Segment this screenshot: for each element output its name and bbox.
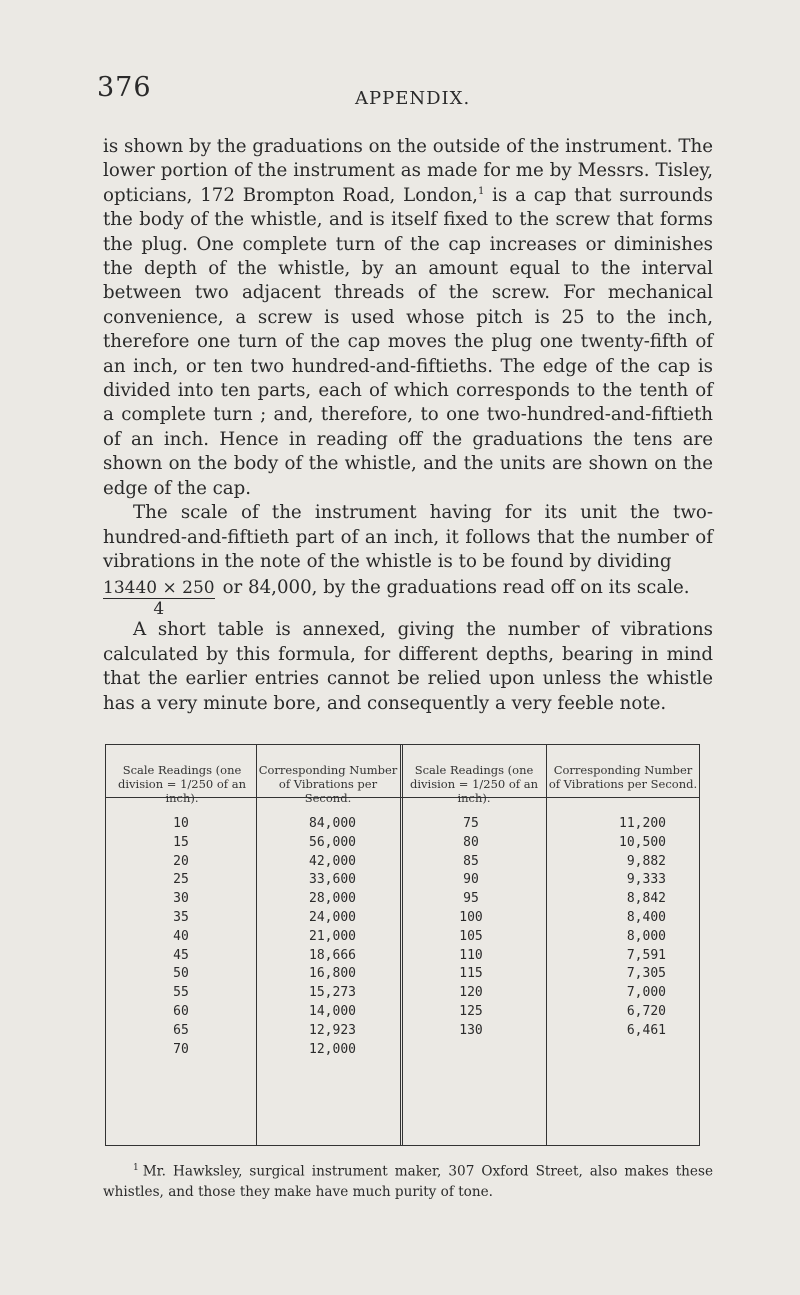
table-cell: 24,000 — [309, 909, 356, 925]
table-cell: 85 — [463, 853, 479, 869]
vibrations-table — [105, 744, 700, 1146]
footnote-reference: 1 — [477, 185, 485, 197]
table-cell: 84,000 — [309, 816, 356, 831]
table-cell: 8,400 — [626, 909, 666, 925]
paragraph-1-text: is shown by the graduations on the outside of the instrument. The lower portion of the instrument as made for me by Messrs. Tisley, opticians, 172 Brompton Road, London, — [103, 136, 713, 206]
table-cell: 7,591 — [626, 947, 666, 963]
table-cell: 115 — [459, 966, 483, 982]
table-cell: 28,000 — [309, 891, 356, 907]
table-cell: 12,000 — [309, 1041, 356, 1057]
table-cell: 21,000 — [309, 928, 356, 944]
table-cell: 18,666 — [309, 947, 356, 963]
table-cell: 105 — [459, 928, 483, 944]
formula-denominator: 4 — [103, 598, 215, 618]
column-scale-readings-2 — [436, 815, 506, 1041]
footnote — [103, 1158, 713, 1202]
table-cell: 9,333 — [626, 872, 666, 888]
table-cell: 56,000 — [309, 834, 356, 850]
table-cell: 6,720 — [626, 1003, 666, 1019]
page-number: 376 — [97, 72, 152, 103]
header-scale-readings-2: Scale Readings (one division = 1/250 of an inch). — [410, 763, 538, 805]
table-cell: 50 — [173, 966, 189, 982]
table-cell: 45 — [173, 947, 189, 963]
table-cell: 8,000 — [626, 928, 666, 944]
table-cell: 15,273 — [309, 985, 356, 1001]
formula-line — [103, 576, 713, 618]
table-cell: 15 — [173, 834, 189, 850]
table-cell: 10,500 — [619, 834, 666, 850]
table-cell: 125 — [459, 1003, 483, 1019]
paragraph-2: The scale of the instrument having for its unit the two-hundred-and-fiftieth part of an inch, it follows that the number of vibrations in the note of the whistle is to be found by dividing — [103, 502, 713, 572]
table-cell: 100 — [459, 909, 483, 925]
table-cell: 16,800 — [309, 966, 356, 982]
table-cell: 9,882 — [626, 853, 666, 869]
header-scale-readings-1: Scale Readings (one division = 1/250 of an inch). — [118, 763, 246, 805]
table-cell: 42,000 — [309, 853, 356, 869]
paragraph-3: A short table is annexed, giving the number of vibrations calculated by this formula, for different depths, bearing in mind that the earlier entries cannot be relied upon unless the whistle has a very minute bore, and consequently a very feeble note. — [103, 619, 713, 714]
header-vibrations-2: Corresponding Number of Vibrations per Second. — [548, 763, 698, 791]
table-cell: 10 — [173, 816, 189, 831]
table-cell: 25 — [173, 872, 189, 888]
table-cell: 12,923 — [309, 1022, 356, 1038]
column-divider — [546, 745, 547, 1145]
table-cell: 95 — [463, 891, 479, 907]
formula-numerator: 13440 × 250 — [103, 578, 215, 599]
table-cell: 20 — [173, 853, 189, 869]
paragraph-1 — [103, 135, 713, 501]
table-cell: 80 — [463, 834, 479, 850]
running-head: APPENDIX. — [355, 88, 471, 109]
formula-rest: or 84,000, by the graduations read off on its scale. — [222, 577, 690, 599]
table-cell: 7,000 — [626, 985, 666, 1001]
body-text — [103, 135, 713, 716]
table-cell: 120 — [459, 985, 483, 1001]
footnote-text: Mr. Hawksley, surgical instrument maker, 307 Oxford Street, also makes these whistles, and those they make have much purity of tone. — [103, 1163, 713, 1200]
table-cell: 90 — [463, 872, 479, 888]
table-cell: 60 — [173, 1003, 189, 1019]
paragraph-1-rest: is a cap that surrounds the body of the whistle, and is itself fixed to the screw that forms the plug. One complete turn of the cap increases or diminishes the depth of the whistle, by an amount equal to the interval between two adjacent threads of the screw. For mechanical convenience, a screw is used whose pitch is 25 to the inch, therefore one turn of the cap moves the plug one twenty-fifth of an inch, or ten two hundred-and-fiftieths. The edge of the cap is divided into ten parts, each of which corresponds to the tenth of a complete turn ; and, therefore, to one two-hundred-and-fiftieth of an inch. Hence in reading off the graduations the tens are shown on the body of the whistle, and the units are shown on the edge of the cap. — [103, 184, 713, 499]
column-vibrations-1 — [271, 815, 356, 1059]
table-cell: 30 — [173, 891, 189, 907]
table-cell: 55 — [173, 985, 189, 1001]
table-cell: 7,305 — [626, 966, 666, 982]
table-cell: 6,461 — [626, 1022, 666, 1038]
table-cell: 14,000 — [309, 1003, 356, 1019]
table-cell: 35 — [173, 909, 189, 925]
table-cell: 110 — [459, 947, 483, 963]
table-cell: 40 — [173, 928, 189, 944]
table-cell: 65 — [173, 1022, 189, 1038]
table-cell: 11,200 — [619, 816, 666, 831]
table-cell: 8,842 — [626, 891, 666, 907]
column-scale-readings-1 — [146, 815, 216, 1059]
table-cell: 33,600 — [309, 872, 356, 888]
footnote-mark: 1 — [133, 1163, 139, 1173]
column-vibrations-2 — [576, 815, 666, 1041]
header-vibrations-1: Corresponding Number of Vibrations per Second. — [258, 763, 398, 805]
table-cell: 70 — [173, 1041, 189, 1057]
table-cell: 75 — [463, 816, 479, 831]
table-cell: 130 — [459, 1022, 483, 1038]
formula-fraction — [103, 578, 215, 618]
column-divider — [256, 745, 257, 1145]
column-divider-double — [400, 745, 403, 1145]
